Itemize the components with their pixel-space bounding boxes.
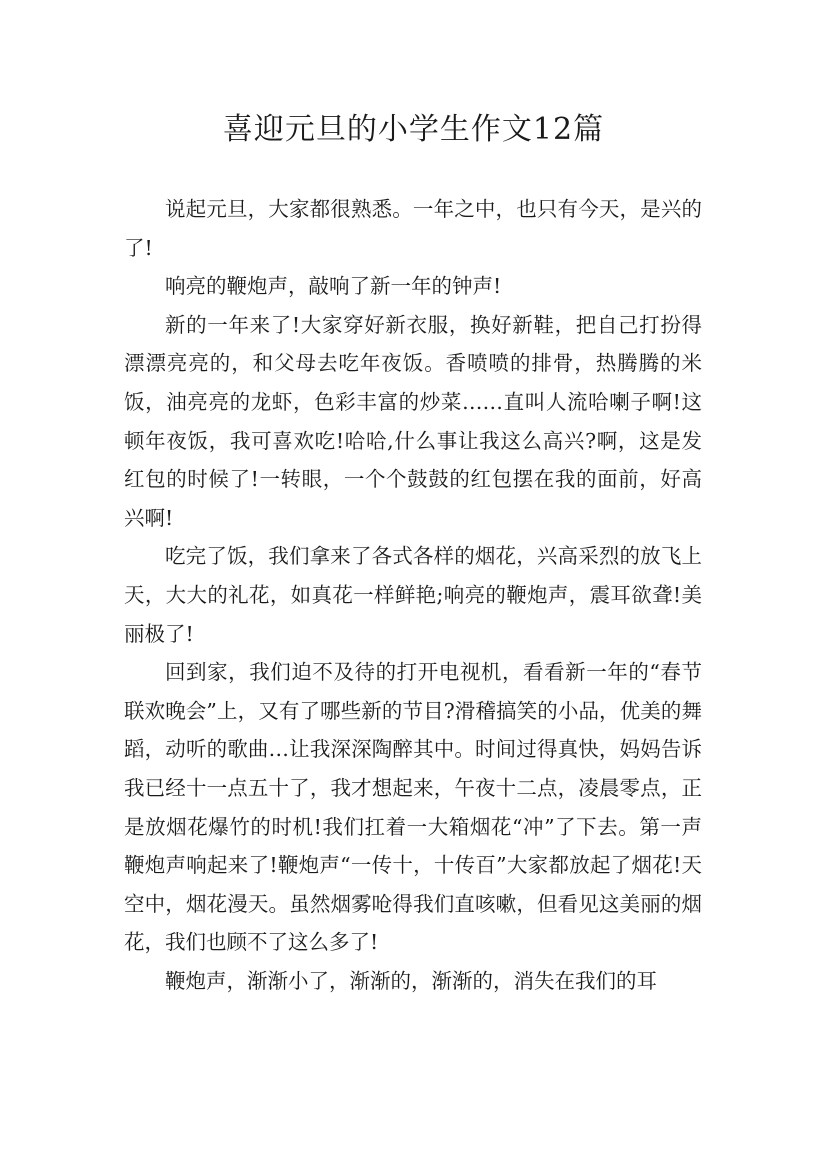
paragraph: 新的一年来了!大家穿好新衣服，换好新鞋，把自己打扮得漂漂亮亮的，和父母去吃年夜饭。香喷喷的排骨，热腾腾的米饭，油亮亮的龙虾，色彩丰富的炒菜……直叫人流哈喇子啊!这顿年夜饭，我可喜欢吃!哈哈,什么事让我这么高兴?啊，这是发红包的时候了!一转眼，一个个鼓鼓的红包摆在我的面前，好高兴啊! <box>124 312 702 530</box>
paragraph: 响亮的鞭炮声，敲响了新一年的钟声! <box>165 274 502 299</box>
document-body <box>124 190 702 1000</box>
paragraph: 吃完了饭，我们拿来了各式各样的烟花，兴高采烈的放飞上天，大大的礼花，如真花一样鲜艳;响亮的鞭炮声，震耳欲聋!美丽极了! <box>124 544 702 646</box>
paragraph: 鞭炮声，渐渐小了，渐渐的，渐渐的，消失在我们的耳 <box>165 968 657 993</box>
paragraph: 回到家，我们迫不及待的打开电视机，看看新一年的“春节联欢晚会”上，又有了哪些新的节目?滑稽搞笑的小品，优美的舞蹈，动听的歌曲…让我深深陶醉其中。时间过得真快，妈妈告诉我已经十一点五十了，我才想起来，午夜十二点，凌晨零点，正是放烟花爆竹的时机!我们扛着一大箱烟花“冲”了下去。第一声鞭炮声响起来了!鞭炮声“一传十，十传百”大家都放起了烟花!天空中，烟花漫天。虽然烟雾呛得我们直咳嗽，但看见这美丽的烟花，我们也顾不了这么多了! <box>124 660 702 955</box>
paragraph: 说起元旦，大家都很熟悉。一年之中，也只有今天，是兴的了! <box>124 197 702 260</box>
document-title: 喜迎元旦的小学生作文12篇 <box>222 112 605 147</box>
